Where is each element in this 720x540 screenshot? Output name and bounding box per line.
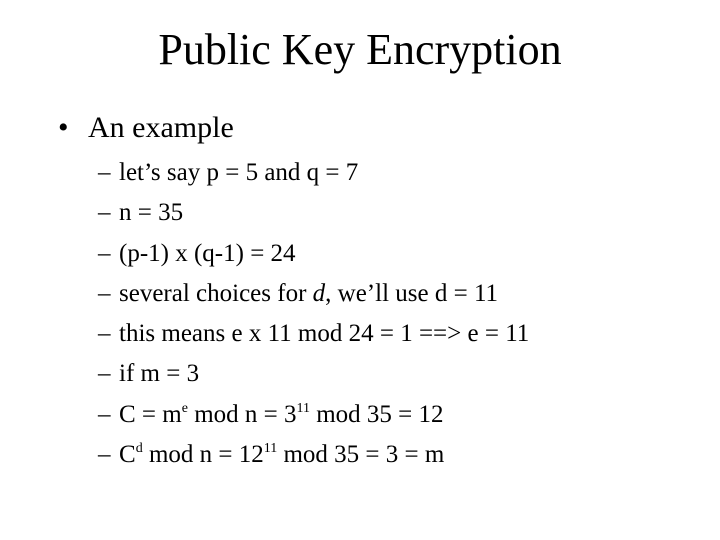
dash-marker: – [98, 159, 111, 186]
superscript: d [135, 441, 143, 457]
formula-text: mod 35 = 3 = m [277, 441, 445, 469]
sub-bullet-list [98, 153, 529, 475]
dash-marker: – [98, 239, 111, 267]
bullet-item [58, 110, 234, 146]
sub-bullet-text: (p-1) x (q-1) = 24 [119, 239, 296, 267]
sub-bullet-item [98, 193, 529, 233]
sub-bullet-item [98, 354, 529, 394]
sub-bullet-item [98, 435, 529, 475]
bullet-text: An example [88, 111, 234, 144]
superscript: 11 [296, 400, 310, 416]
sub-bullet-item [98, 153, 529, 193]
sub-bullet-text: , we’ll use d = 11 [325, 279, 499, 307]
sub-bullet-item [98, 274, 529, 314]
sub-bullet-text: n = 35 [119, 199, 184, 227]
bullet-marker: • [58, 111, 69, 144]
sub-bullet-text: this means e x 11 mod 24 = 1 ==> e = 11 [119, 320, 530, 348]
sub-bullet-item [98, 314, 529, 354]
sub-bullet-text: if m = 3 [119, 360, 200, 388]
sub-bullet-text: several choices for [119, 279, 313, 307]
sub-bullet-text: let’s say p = 5 and q = 7 [119, 159, 359, 186]
dash-marker: – [98, 400, 111, 428]
formula-text: mod n = 12 [142, 441, 264, 469]
formula-text: mod 35 = 12 [309, 400, 444, 428]
sub-bullet-item [98, 234, 529, 274]
dash-marker: – [98, 360, 111, 388]
superscript: e [181, 400, 188, 416]
formula-text: mod n = 3 [187, 400, 297, 428]
superscript: 11 [263, 441, 278, 457]
formula-text: C = m [119, 400, 182, 428]
italic-variable: d [312, 279, 326, 307]
dash-marker: – [98, 320, 111, 348]
sub-bullet-item [98, 395, 529, 435]
dash-marker: – [98, 441, 111, 469]
slide-title: Public Key Encryption [158, 25, 562, 74]
formula-text: C [119, 441, 136, 469]
dash-marker: – [98, 199, 111, 227]
dash-marker: – [98, 279, 111, 307]
